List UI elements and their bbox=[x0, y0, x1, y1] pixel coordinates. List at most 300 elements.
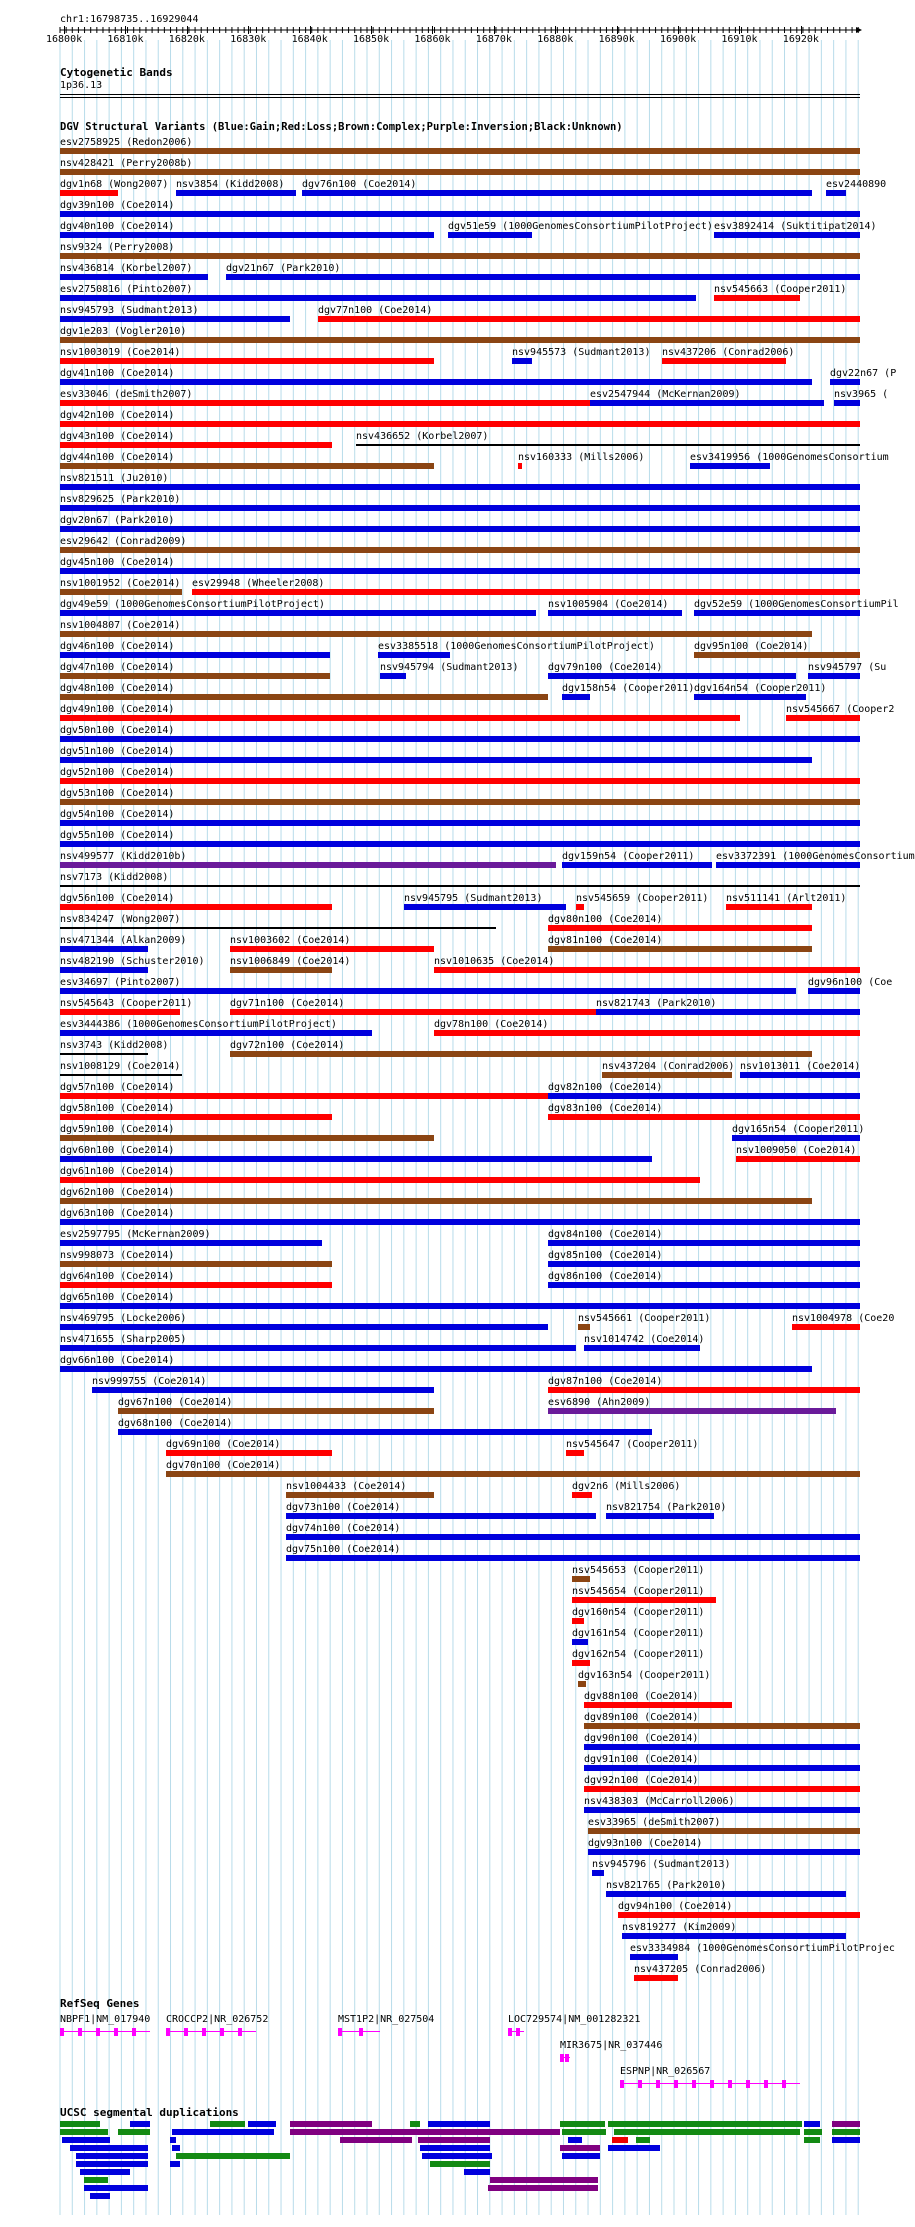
variant-bar[interactable] bbox=[834, 400, 860, 406]
gene-label[interactable]: NBPF1|NM_017940 bbox=[60, 2014, 151, 2025]
variant-bar[interactable] bbox=[230, 967, 332, 973]
segdup-bar[interactable] bbox=[636, 2137, 650, 2143]
variant-label[interactable]: nsv945795 (Sudmant2013) bbox=[404, 893, 543, 904]
variant-bar[interactable] bbox=[60, 211, 860, 217]
variant-label[interactable]: nsv436814 (Korbel2007) bbox=[60, 263, 193, 274]
gene-intron-line[interactable] bbox=[166, 2031, 256, 2032]
variant-label[interactable]: nsv436652 (Korbel2007) bbox=[356, 431, 489, 442]
segdup-bar[interactable] bbox=[832, 2137, 860, 2143]
variant-bar[interactable] bbox=[736, 1156, 860, 1162]
gene-label[interactable]: ESPNP|NR_026567 bbox=[620, 2066, 711, 2077]
variant-label[interactable]: nsv945797 (Su bbox=[808, 662, 887, 673]
variant-label[interactable]: nsv545647 (Cooper2011) bbox=[566, 1439, 699, 1450]
variant-bar[interactable] bbox=[60, 694, 548, 700]
variant-bar[interactable] bbox=[60, 1282, 332, 1288]
segdup-bar[interactable] bbox=[248, 2121, 276, 2127]
variant-bar[interactable] bbox=[588, 1849, 860, 1855]
variant-label[interactable]: dgv83n100 (Coe2014) bbox=[548, 1103, 663, 1114]
variant-label[interactable]: nsv428421 (Perry2008b) bbox=[60, 158, 193, 169]
variant-label[interactable]: nsv471344 (Alkan2009) bbox=[60, 935, 187, 946]
segdup-bar[interactable] bbox=[172, 2145, 180, 2151]
gene-exon[interactable] bbox=[746, 2080, 750, 2088]
variant-bar[interactable] bbox=[286, 1492, 434, 1498]
variant-bar[interactable] bbox=[714, 232, 860, 238]
variant-label[interactable]: nsv438303 (McCarroll2006) bbox=[584, 1796, 735, 1807]
variant-label[interactable]: dgv56n100 (Coe2014) bbox=[60, 893, 175, 904]
variant-bar[interactable] bbox=[584, 1345, 700, 1351]
variant-label[interactable]: dgv1n68 (Wong2007) bbox=[60, 179, 169, 190]
variant-label[interactable]: dgv87n100 (Coe2014) bbox=[548, 1376, 663, 1387]
variant-bar[interactable] bbox=[584, 1702, 732, 1708]
variant-label[interactable]: dgv64n100 (Coe2014) bbox=[60, 1271, 175, 1282]
variant-bar[interactable] bbox=[60, 358, 434, 364]
variant-label[interactable]: dgv55n100 (Coe2014) bbox=[60, 830, 175, 841]
variant-label[interactable]: dgv40n100 (Coe2014) bbox=[60, 221, 175, 232]
variant-label[interactable]: dgv51n100 (Coe2014) bbox=[60, 746, 175, 757]
segdup-bar[interactable] bbox=[568, 2137, 582, 2143]
gene-exon[interactable] bbox=[132, 2028, 136, 2036]
variant-bar[interactable] bbox=[548, 1240, 860, 1246]
variant-label[interactable]: dgv81n100 (Coe2014) bbox=[548, 935, 663, 946]
variant-bar[interactable] bbox=[166, 1450, 332, 1456]
gene-exon[interactable] bbox=[620, 2080, 624, 2088]
variant-label[interactable]: dgv67n100 (Coe2014) bbox=[118, 1397, 233, 1408]
variant-bar[interactable] bbox=[60, 1030, 372, 1036]
gene-exon[interactable] bbox=[166, 2028, 170, 2036]
variant-label[interactable]: dgv49n100 (Coe2014) bbox=[60, 704, 175, 715]
variant-label[interactable]: nsv545654 (Cooper2011) bbox=[572, 1586, 705, 1597]
variant-bar[interactable] bbox=[572, 1597, 716, 1603]
variant-label[interactable]: nsv1009050 (Coe2014) bbox=[736, 1145, 857, 1156]
segdup-bar[interactable] bbox=[428, 2121, 490, 2127]
variant-bar[interactable] bbox=[584, 1807, 860, 1813]
gene-exon[interactable] bbox=[560, 2054, 564, 2062]
variant-bar[interactable] bbox=[60, 885, 860, 887]
variant-bar[interactable] bbox=[318, 316, 860, 322]
segdup-bar[interactable] bbox=[290, 2121, 372, 2127]
variant-bar[interactable] bbox=[548, 1093, 860, 1099]
variant-bar[interactable] bbox=[60, 337, 860, 343]
variant-bar[interactable] bbox=[518, 463, 522, 469]
variant-label[interactable]: dgv39n100 (Coe2014) bbox=[60, 200, 175, 211]
segdup-bar[interactable] bbox=[62, 2137, 110, 2143]
gene-label[interactable]: LOC729574|NM_001282321 bbox=[508, 2014, 641, 2025]
variant-bar[interactable] bbox=[60, 253, 860, 259]
variant-bar[interactable] bbox=[572, 1492, 592, 1498]
variant-bar[interactable] bbox=[512, 358, 532, 364]
variant-label[interactable]: nsv3965 ( bbox=[834, 389, 889, 400]
variant-label[interactable]: nsv821765 (Park2010) bbox=[606, 1880, 727, 1891]
variant-bar[interactable] bbox=[60, 379, 812, 385]
variant-label[interactable]: dgv2n6 (Mills2006) bbox=[572, 1481, 681, 1492]
variant-label[interactable]: dgv75n100 (Coe2014) bbox=[286, 1544, 401, 1555]
variant-bar[interactable] bbox=[548, 1261, 860, 1267]
segdup-track-title[interactable]: UCSC segmental duplications bbox=[60, 2106, 239, 2119]
segdup-bar[interactable] bbox=[170, 2137, 176, 2143]
variant-bar[interactable] bbox=[618, 1912, 860, 1918]
variant-bar[interactable] bbox=[694, 610, 860, 616]
variant-label[interactable]: dgv74n100 (Coe2014) bbox=[286, 1523, 401, 1534]
segdup-bar[interactable] bbox=[90, 2193, 110, 2199]
variant-bar[interactable] bbox=[286, 1534, 860, 1540]
variant-label[interactable]: dgv50n100 (Coe2014) bbox=[60, 725, 175, 736]
variant-label[interactable]: dgv95n100 (Coe2014) bbox=[694, 641, 809, 652]
variant-bar[interactable] bbox=[302, 190, 812, 196]
variant-bar[interactable] bbox=[548, 1387, 860, 1393]
variant-bar[interactable] bbox=[356, 444, 860, 446]
variant-label[interactable]: nsv821754 (Park2010) bbox=[606, 1502, 727, 1513]
segdup-bar[interactable] bbox=[76, 2153, 148, 2159]
variant-label[interactable]: dgv22n67 (P bbox=[830, 368, 897, 379]
segdup-bar[interactable] bbox=[614, 2129, 800, 2135]
variant-bar[interactable] bbox=[578, 1681, 586, 1687]
variant-label[interactable]: dgv66n100 (Coe2014) bbox=[60, 1355, 175, 1366]
variant-label[interactable]: dgv68n100 (Coe2014) bbox=[118, 1418, 233, 1429]
variant-label[interactable]: dgv1e203 (Vogler2010) bbox=[60, 326, 187, 337]
gene-exon[interactable] bbox=[338, 2028, 342, 2036]
variant-bar[interactable] bbox=[634, 1975, 678, 1981]
gene-exon[interactable] bbox=[114, 2028, 118, 2036]
variant-bar[interactable] bbox=[726, 904, 812, 910]
gene-label[interactable]: CROCCP2|NR_026752 bbox=[166, 2014, 269, 2025]
gene-exon[interactable] bbox=[238, 2028, 242, 2036]
variant-label[interactable]: dgv42n100 (Coe2014) bbox=[60, 410, 175, 421]
variant-bar[interactable] bbox=[378, 652, 450, 658]
segdup-bar[interactable] bbox=[70, 2145, 148, 2151]
variant-label[interactable]: esv3419956 (1000GenomesConsortium bbox=[690, 452, 889, 463]
segdup-bar[interactable] bbox=[210, 2121, 245, 2127]
variant-bar[interactable] bbox=[286, 1513, 596, 1519]
variant-label[interactable]: dgv94n100 (Coe2014) bbox=[618, 1901, 733, 1912]
variant-label[interactable]: dgv53n100 (Coe2014) bbox=[60, 788, 175, 799]
variant-bar[interactable] bbox=[60, 1156, 652, 1162]
variant-bar[interactable] bbox=[60, 526, 860, 532]
gene-exon[interactable] bbox=[516, 2028, 520, 2036]
gene-exon[interactable] bbox=[710, 2080, 714, 2088]
segdup-bar[interactable] bbox=[804, 2121, 820, 2127]
variant-bar[interactable] bbox=[230, 1009, 596, 1015]
variant-label[interactable]: dgv48n100 (Coe2014) bbox=[60, 683, 175, 694]
variant-bar[interactable] bbox=[592, 1870, 604, 1876]
variant-label[interactable]: dgv163n54 (Cooper2011) bbox=[578, 1670, 711, 1681]
gene-exon[interactable] bbox=[692, 2080, 696, 2088]
variant-label[interactable]: dgv84n100 (Coe2014) bbox=[548, 1229, 663, 1240]
variant-bar[interactable] bbox=[548, 1408, 836, 1414]
variant-bar[interactable] bbox=[60, 442, 332, 448]
variant-label[interactable]: nsv945794 (Sudmant2013) bbox=[380, 662, 519, 673]
variant-label[interactable]: esv2597795 (McKernan2009) bbox=[60, 1229, 211, 1240]
variant-bar[interactable] bbox=[60, 1009, 180, 1015]
gene-exon[interactable] bbox=[60, 2028, 64, 2036]
variant-bar[interactable] bbox=[60, 169, 860, 175]
variant-label[interactable]: nsv834247 (Wong2007) bbox=[60, 914, 181, 925]
variant-label[interactable]: nsv545643 (Cooper2011) bbox=[60, 998, 193, 1009]
variant-bar[interactable] bbox=[404, 904, 566, 910]
variant-bar[interactable] bbox=[584, 1765, 860, 1771]
segdup-bar[interactable] bbox=[290, 2129, 560, 2135]
segdup-bar[interactable] bbox=[420, 2145, 490, 2151]
variant-label[interactable]: dgv70n100 (Coe2014) bbox=[166, 1460, 281, 1471]
variant-label[interactable]: nsv511141 (Arlt2011) bbox=[726, 893, 847, 904]
segdup-bar[interactable] bbox=[488, 2185, 598, 2191]
variant-bar[interactable] bbox=[166, 1471, 860, 1477]
variant-label[interactable]: dgv93n100 (Coe2014) bbox=[588, 1838, 703, 1849]
variant-bar[interactable] bbox=[716, 862, 860, 868]
variant-bar[interactable] bbox=[60, 1303, 860, 1309]
variant-bar[interactable] bbox=[548, 673, 796, 679]
segdup-bar[interactable] bbox=[76, 2161, 148, 2167]
variant-label[interactable]: dgv159n54 (Cooper2011) bbox=[562, 851, 695, 862]
variant-label[interactable]: nsv1008129 (Coe2014) bbox=[60, 1061, 181, 1072]
variant-label[interactable]: dgv69n100 (Coe2014) bbox=[166, 1439, 281, 1450]
variant-bar[interactable] bbox=[60, 190, 118, 196]
segdup-bar[interactable] bbox=[118, 2129, 150, 2135]
variant-bar[interactable] bbox=[60, 274, 208, 280]
variant-label[interactable]: dgv46n100 (Coe2014) bbox=[60, 641, 175, 652]
variant-label[interactable]: esv3385518 (1000GenomesConsortiumPilotProject) bbox=[378, 641, 655, 652]
variant-label[interactable]: dgv65n100 (Coe2014) bbox=[60, 1292, 175, 1303]
variant-bar[interactable] bbox=[60, 927, 496, 929]
variant-bar[interactable] bbox=[60, 463, 434, 469]
variant-label[interactable]: nsv545653 (Cooper2011) bbox=[572, 1565, 705, 1576]
variant-bar[interactable] bbox=[60, 610, 536, 616]
gene-exon[interactable] bbox=[220, 2028, 224, 2036]
variant-label[interactable]: dgv60n100 (Coe2014) bbox=[60, 1145, 175, 1156]
variant-bar[interactable] bbox=[92, 1387, 434, 1393]
dgv-track-title[interactable]: DGV Structural Variants (Blue:Gain;Red:Loss;Brown:Complex;Purple:Inversion;Black:Unknown) bbox=[60, 121, 623, 133]
segdup-bar[interactable] bbox=[560, 2145, 600, 2151]
variant-label[interactable]: nsv821511 (Ju2010) bbox=[60, 473, 169, 484]
variant-bar[interactable] bbox=[60, 904, 332, 910]
variant-bar[interactable] bbox=[60, 1114, 332, 1120]
variant-label[interactable]: nsv1004978 (Coe20 bbox=[792, 1313, 895, 1324]
variant-label[interactable]: esv29642 (Conrad2009) bbox=[60, 536, 187, 547]
segdup-bar[interactable] bbox=[608, 2121, 802, 2127]
variant-bar[interactable] bbox=[60, 1366, 812, 1372]
variant-label[interactable]: dgv164n54 (Cooper2011) bbox=[694, 683, 827, 694]
segdup-bar[interactable] bbox=[172, 2129, 274, 2135]
variant-bar[interactable] bbox=[576, 904, 584, 910]
variant-label[interactable]: nsv1001952 (Coe2014) bbox=[60, 578, 181, 589]
variant-label[interactable]: esv3334984 (1000GenomesConsortiumPilotProjec bbox=[630, 1943, 895, 1954]
variant-label[interactable]: nsv821743 (Park2010) bbox=[596, 998, 717, 1009]
variant-bar[interactable] bbox=[60, 1053, 148, 1055]
gene-exon[interactable] bbox=[78, 2028, 82, 2036]
segdup-bar[interactable] bbox=[410, 2121, 420, 2127]
variant-bar[interactable] bbox=[606, 1513, 714, 1519]
variant-label[interactable]: nsv545661 (Cooper2011) bbox=[578, 1313, 711, 1324]
variant-label[interactable]: dgv77n100 (Coe2014) bbox=[318, 305, 433, 316]
variant-bar[interactable] bbox=[60, 421, 860, 427]
variant-bar[interactable] bbox=[60, 652, 330, 658]
variant-bar[interactable] bbox=[60, 589, 182, 595]
variant-label[interactable]: nsv160333 (Mills2006) bbox=[518, 452, 645, 463]
variant-bar[interactable] bbox=[60, 1345, 576, 1351]
variant-bar[interactable] bbox=[662, 358, 786, 364]
segdup-bar[interactable] bbox=[170, 2161, 180, 2167]
variant-label[interactable]: esv2547944 (McKernan2009) bbox=[590, 389, 741, 400]
gene-exon[interactable] bbox=[184, 2028, 188, 2036]
variant-label[interactable]: dgv80n100 (Coe2014) bbox=[548, 914, 663, 925]
variant-bar[interactable] bbox=[230, 1051, 812, 1057]
variant-label[interactable]: dgv162n54 (Cooper2011) bbox=[572, 1649, 705, 1660]
variant-bar[interactable] bbox=[60, 505, 860, 511]
variant-bar[interactable] bbox=[690, 463, 770, 469]
variant-bar[interactable] bbox=[60, 757, 812, 763]
variant-label[interactable]: dgv52e59 (1000GenomesConsortiumPil bbox=[694, 599, 899, 610]
segdup-bar[interactable] bbox=[608, 2145, 660, 2151]
variant-bar[interactable] bbox=[286, 1555, 860, 1561]
variant-label[interactable]: dgv45n100 (Coe2014) bbox=[60, 557, 175, 568]
segdup-bar[interactable] bbox=[130, 2121, 150, 2127]
variant-label[interactable]: dgv161n54 (Cooper2011) bbox=[572, 1628, 705, 1639]
variant-bar[interactable] bbox=[118, 1429, 652, 1435]
variant-label[interactable]: esv6890 (Ahn2009) bbox=[548, 1397, 651, 1408]
variant-label[interactable]: dgv21n67 (Park2010) bbox=[226, 263, 341, 274]
variant-bar[interactable] bbox=[808, 988, 860, 994]
variant-label[interactable]: dgv91n100 (Coe2014) bbox=[584, 1754, 699, 1765]
variant-bar[interactable] bbox=[714, 295, 800, 301]
variant-bar[interactable] bbox=[60, 673, 330, 679]
variant-label[interactable]: nsv1003602 (Coe2014) bbox=[230, 935, 351, 946]
variant-bar[interactable] bbox=[60, 820, 860, 826]
variant-label[interactable]: esv3372391 (1000GenomesConsortium bbox=[716, 851, 915, 862]
segdup-bar[interactable] bbox=[832, 2121, 860, 2127]
variant-bar[interactable] bbox=[60, 148, 860, 154]
gene-exon[interactable] bbox=[508, 2028, 512, 2036]
variant-bar[interactable] bbox=[60, 1219, 860, 1225]
gene-exon[interactable] bbox=[359, 2028, 363, 2036]
variant-bar[interactable] bbox=[448, 232, 532, 238]
variant-bar[interactable] bbox=[622, 1933, 846, 1939]
variant-label[interactable]: nsv7173 (Kidd2008) bbox=[60, 872, 169, 883]
variant-bar[interactable] bbox=[226, 274, 860, 280]
variant-label[interactable]: nsv437205 (Conrad2006) bbox=[634, 1964, 767, 1975]
segdup-bar[interactable] bbox=[422, 2153, 492, 2159]
variant-label[interactable]: nsv9324 (Perry2008) bbox=[60, 242, 175, 253]
gene-exon[interactable] bbox=[764, 2080, 768, 2088]
gene-exon[interactable] bbox=[728, 2080, 732, 2088]
variant-label[interactable]: dgv52n100 (Coe2014) bbox=[60, 767, 175, 778]
variant-label[interactable]: nsv471655 (Sharp2005) bbox=[60, 1334, 187, 1345]
variant-bar[interactable] bbox=[562, 862, 712, 868]
variant-bar[interactable] bbox=[60, 1198, 812, 1204]
variant-bar[interactable] bbox=[118, 1408, 434, 1414]
variant-bar[interactable] bbox=[230, 946, 434, 952]
variant-bar[interactable] bbox=[572, 1618, 584, 1624]
segdup-bar[interactable] bbox=[84, 2185, 148, 2191]
variant-label[interactable]: dgv88n100 (Coe2014) bbox=[584, 1691, 699, 1702]
variant-label[interactable]: esv29948 (Wheeler2008) bbox=[192, 578, 325, 589]
variant-bar[interactable] bbox=[60, 1093, 596, 1099]
variant-label[interactable]: esv2750816 (Pinto2007) bbox=[60, 284, 193, 295]
variant-bar[interactable] bbox=[60, 568, 860, 574]
variant-label[interactable]: nsv1004433 (Coe2014) bbox=[286, 1481, 407, 1492]
gene-exon[interactable] bbox=[202, 2028, 206, 2036]
variant-label[interactable]: nsv1010635 (Coe2014) bbox=[434, 956, 555, 967]
variant-label[interactable]: dgv47n100 (Coe2014) bbox=[60, 662, 175, 673]
variant-bar[interactable] bbox=[434, 967, 860, 973]
variant-label[interactable]: nsv1006849 (Coe2014) bbox=[230, 956, 351, 967]
variant-bar[interactable] bbox=[60, 1074, 182, 1076]
variant-label[interactable]: dgv165n54 (Cooper2011) bbox=[732, 1124, 865, 1135]
variant-bar[interactable] bbox=[60, 484, 860, 490]
variant-bar[interactable] bbox=[826, 190, 846, 196]
segdup-bar[interactable] bbox=[340, 2137, 412, 2143]
variant-label[interactable]: dgv58n100 (Coe2014) bbox=[60, 1103, 175, 1114]
variant-bar[interactable] bbox=[630, 1954, 678, 1960]
variant-bar[interactable] bbox=[60, 232, 434, 238]
variant-bar[interactable] bbox=[60, 988, 796, 994]
gene-exon[interactable] bbox=[565, 2054, 569, 2062]
variant-bar[interactable] bbox=[548, 946, 812, 952]
variant-label[interactable]: dgv73n100 (Coe2014) bbox=[286, 1502, 401, 1513]
variant-bar[interactable] bbox=[60, 778, 860, 784]
variant-bar[interactable] bbox=[606, 1891, 846, 1897]
variant-label[interactable]: esv33046 (deSmith2007) bbox=[60, 389, 193, 400]
variant-bar[interactable] bbox=[60, 946, 148, 952]
variant-label[interactable]: dgv62n100 (Coe2014) bbox=[60, 1187, 175, 1198]
variant-bar[interactable] bbox=[562, 694, 590, 700]
variant-bar[interactable] bbox=[792, 1324, 860, 1330]
refseq-track-title[interactable]: RefSeq Genes bbox=[60, 1997, 140, 2010]
variant-bar[interactable] bbox=[60, 1261, 332, 1267]
variant-bar[interactable] bbox=[434, 1030, 860, 1036]
variant-label[interactable]: dgv41n100 (Coe2014) bbox=[60, 368, 175, 379]
variant-bar[interactable] bbox=[548, 610, 682, 616]
variant-label[interactable]: nsv1004807 (Coe2014) bbox=[60, 620, 181, 631]
variant-label[interactable]: dgv160n54 (Cooper2011) bbox=[572, 1607, 705, 1618]
variant-label[interactable]: nsv945573 (Sudmant2013) bbox=[512, 347, 651, 358]
variant-bar[interactable] bbox=[60, 1324, 548, 1330]
variant-label[interactable]: dgv158n54 (Cooper2011) bbox=[562, 683, 695, 694]
variant-bar[interactable] bbox=[60, 400, 590, 406]
segdup-bar[interactable] bbox=[804, 2129, 822, 2135]
cytoband-track-title[interactable]: Cytogenetic Bands bbox=[60, 66, 173, 79]
segdup-bar[interactable] bbox=[832, 2129, 860, 2135]
variant-bar[interactable] bbox=[566, 1450, 584, 1456]
variant-label[interactable]: dgv59n100 (Coe2014) bbox=[60, 1124, 175, 1135]
variant-label[interactable]: nsv1003019 (Coe2014) bbox=[60, 347, 181, 358]
variant-bar[interactable] bbox=[60, 631, 812, 637]
variant-label[interactable]: esv2758925 (Redon2006) bbox=[60, 137, 193, 148]
gene-intron-line[interactable] bbox=[60, 2031, 150, 2032]
variant-label[interactable]: dgv76n100 (Coe2014) bbox=[302, 179, 417, 190]
gene-exon[interactable] bbox=[638, 2080, 642, 2088]
variant-label[interactable]: dgv90n100 (Coe2014) bbox=[584, 1733, 699, 1744]
gene-label[interactable]: MST1P2|NR_027504 bbox=[338, 2014, 435, 2025]
variant-bar[interactable] bbox=[732, 1135, 860, 1141]
variant-label[interactable]: dgv43n100 (Coe2014) bbox=[60, 431, 175, 442]
variant-label[interactable]: nsv437204 (Conrad2006) bbox=[602, 1061, 735, 1072]
variant-label[interactable]: nsv1005904 (Coe2014) bbox=[548, 599, 669, 610]
gene-exon[interactable] bbox=[674, 2080, 678, 2088]
segdup-bar[interactable] bbox=[418, 2137, 490, 2143]
variant-bar[interactable] bbox=[60, 1135, 434, 1141]
segdup-bar[interactable] bbox=[490, 2177, 598, 2183]
segdup-bar[interactable] bbox=[562, 2153, 600, 2159]
segdup-bar[interactable] bbox=[464, 2169, 490, 2175]
variant-bar[interactable] bbox=[602, 1072, 732, 1078]
variant-bar[interactable] bbox=[60, 715, 740, 721]
variant-bar[interactable] bbox=[60, 295, 696, 301]
variant-label[interactable]: dgv63n100 (Coe2014) bbox=[60, 1208, 175, 1219]
variant-label[interactable]: nsv945793 (Sudmant2013) bbox=[60, 305, 199, 316]
variant-bar[interactable] bbox=[584, 1786, 860, 1792]
segdup-bar[interactable] bbox=[804, 2137, 820, 2143]
variant-label[interactable]: dgv49e59 (1000GenomesConsortiumPilotProject) bbox=[60, 599, 325, 610]
variant-bar[interactable] bbox=[786, 715, 860, 721]
